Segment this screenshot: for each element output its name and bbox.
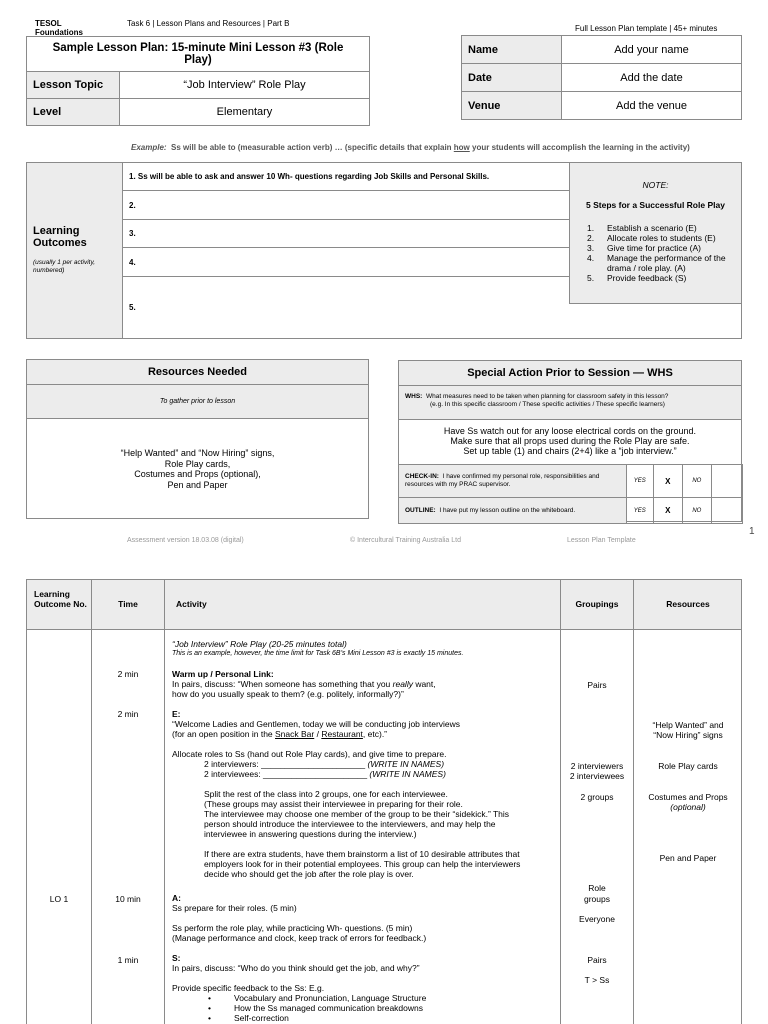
- whs-answer[interactable]: Have Ss watch out for any loose electrical cords on the ground. Make sure that all props used during the Role Play are safe. Set up table (1) and chairs (2+4) like a “job interview.”: [443, 426, 697, 456]
- footer-template: Lesson Plan Template: [567, 537, 636, 544]
- allocate-line: Allocate roles to Ss (hand out Role Play cards), and give time to prepare.: [172, 749, 447, 759]
- feedback-list: [172, 993, 558, 1023]
- whs-box: [398, 360, 742, 522]
- establish-line: (for an open position in the Snack Bar / Restaurant, etc).”: [172, 729, 388, 739]
- note-step: 2. Allocate roles to students (E): [587, 233, 716, 243]
- note-title: 5 Steps for a Successful Role Play: [586, 200, 725, 210]
- note-step: 3. Give time for practice (A): [587, 243, 701, 253]
- establish-title: E:: [172, 709, 181, 719]
- footer-copyright: © Intercultural Training Australia Ltd: [350, 537, 461, 544]
- checkin-no-checkbox[interactable]: [711, 465, 742, 498]
- whs-checklist: [398, 464, 743, 524]
- checkin-no-label: NO: [682, 465, 711, 498]
- col-header-resources: Resources: [666, 599, 710, 609]
- example-text: Ss will be able to (measurable action verb) … (specific details that explain: [171, 143, 454, 152]
- outline-yes-label: YES: [626, 498, 653, 524]
- note-step: 1. Establish a scenario (E): [587, 223, 697, 233]
- checkin-yes-label: YES: [626, 465, 653, 498]
- outline-row: OUTLINE: I have put my lesson outline on the whiteboard.: [399, 498, 627, 524]
- grouping-cell: Pairs: [587, 680, 607, 690]
- feedback-item: • Vocabulary and Pronunciation, Language Structure: [204, 993, 558, 1003]
- outline-yes-checkbox[interactable]: X: [653, 498, 682, 524]
- time-cell: 2 min: [117, 709, 139, 719]
- example-prefix: Example:: [131, 143, 167, 152]
- feedback-item: • How the Ss managed communication breakdowns: [204, 1003, 558, 1013]
- warmup-title: Warm up / Personal Link:: [172, 669, 274, 679]
- extra-paragraph: If there are extra students, have them brainstorm a list of 10 desirable attributes that employers look for in their potential employees. This group can help the interviewers decide who should get the job after the role play is over.: [204, 849, 521, 879]
- grouping-cell: Everyone: [579, 914, 615, 924]
- org-name: TESOL Foundations: [35, 19, 83, 37]
- date-field[interactable]: Add the date: [562, 64, 742, 92]
- note-box: [569, 162, 742, 304]
- action-line: (Manage performance and clock, keep track of errors for feedback.): [172, 933, 427, 943]
- example-text-end: your students will accomplish the learning in the activity): [469, 143, 690, 152]
- resource-item: Costumes and Props (optional),: [134, 469, 261, 479]
- grouping-cell: Role groups: [584, 883, 610, 904]
- details-table: [461, 35, 742, 120]
- note-step: 4. Manage the performance of the drama / role play. (A): [587, 253, 726, 273]
- template-label: Full Lesson Plan template | 45+ minutes: [575, 24, 718, 33]
- learning-outcomes-box: [26, 162, 742, 339]
- learning-outcomes-title: Learning Outcomes: [33, 225, 87, 249]
- lesson-plan-table: [26, 579, 742, 1024]
- page-number: 1: [749, 526, 755, 537]
- topic-value: “Job Interview” Role Play: [120, 72, 370, 99]
- example-how: how: [453, 143, 470, 152]
- resources-title: Resources Needed: [27, 360, 368, 385]
- resources-list: [27, 448, 368, 490]
- summary-title: S:: [172, 953, 181, 963]
- note-heading: NOTE:: [642, 180, 669, 190]
- date-label: Date: [462, 64, 562, 92]
- split-paragraph: Split the rest of the class into 2 groups, one for each interviewee. (These groups may assist their interviewee in preparing for their role. The interviewee may choose one member of the group to be their “sidekick.” This person should introduce the interviewee to the interviewers, and may help the interviewee in answering questions during the interview.): [204, 789, 510, 839]
- outline-no-checkbox[interactable]: [711, 498, 742, 524]
- page-footer: [0, 536, 768, 544]
- activity-cell: [172, 639, 558, 1023]
- resource-item: Role Play cards,: [164, 458, 231, 469]
- note-steps: [573, 223, 735, 283]
- outcome-row-3[interactable]: 3.: [123, 220, 569, 248]
- name-field[interactable]: Add your name: [562, 36, 742, 64]
- outcome-row-5[interactable]: 5.: [129, 303, 136, 312]
- footer-version: Assessment version 18.03.08 (digital): [127, 537, 244, 544]
- resource-item: Pen and Paper: [167, 479, 228, 490]
- level-label: Level: [27, 99, 120, 126]
- whs-label: WHS:: [405, 393, 423, 400]
- outcome-row-4[interactable]: 4.: [123, 248, 569, 277]
- time-cell: 1 min: [117, 955, 139, 965]
- activity-note: This is an example, however, the time limit for Task 6B’s Mini Lesson #3 is exactly 15 minutes.: [172, 650, 464, 657]
- task-label: Task 6 | Lesson Plans and Resources | Part B: [127, 19, 290, 28]
- whs-title: Special Action Prior to Session — WHS: [399, 361, 741, 386]
- action-line: Ss perform the role play, while practicing Wh- questions. (5 min): [172, 923, 413, 933]
- whs-question: [399, 386, 741, 420]
- activity-title: “Job Interview” Role Play (20-25 minutes total): [172, 639, 347, 649]
- warmup-line: how do you usually speak to them? (e.g. politely, informally?)”: [172, 689, 404, 699]
- resource-cell: Costumes and Props (optional): [648, 792, 728, 812]
- col-header-time: Time: [118, 599, 138, 609]
- venue-label: Venue: [462, 92, 562, 120]
- col-header-activity: Activity: [176, 599, 207, 609]
- note-step: 5. Provide feedback (S): [587, 273, 687, 283]
- col-header-groupings: Groupings: [575, 599, 619, 609]
- whs-question-eg: (e.g. In this specific classroom / These specific activities / These specific learners): [430, 401, 665, 408]
- resource-cell: Pen and Paper: [659, 853, 717, 863]
- outcomes-list: [123, 163, 569, 338]
- outline-no-label: NO: [682, 498, 711, 524]
- interviewees-line[interactable]: 2 interviewees: ______________________ (WRITE IN NAMES): [204, 769, 446, 779]
- topic-label: Lesson Topic: [27, 72, 120, 99]
- grouping-cell: Pairs: [587, 955, 607, 965]
- name-label: Name: [462, 36, 562, 64]
- example-line: [131, 143, 690, 152]
- resource-cell: Role Play cards: [658, 761, 718, 771]
- resources-box: [26, 359, 369, 519]
- outcome-row-1[interactable]: 1. Ss will be able to ask and answer 10 Wh- questions regarding Job Skills and Personal Skills.: [123, 163, 569, 191]
- resource-cell: “Help Wanted” and “Now Hiring” signs: [652, 720, 724, 740]
- plan-info-table: [26, 36, 370, 126]
- resources-subtitle: To gather prior to lesson: [27, 385, 368, 419]
- plan-title: Sample Lesson Plan: 15-minute Mini Lesson #3 (Role Play): [27, 37, 370, 72]
- learning-outcomes-subtitle: (usually 1 per activity, numbered): [33, 259, 96, 274]
- interviewers-line[interactable]: 2 interviewers: ______________________ (WRITE IN NAMES): [204, 759, 445, 769]
- action-line: Ss prepare for their roles. (5 min): [172, 903, 297, 913]
- whs-question-text: What measures need to be taken when planning for classroom safety in this lesson?: [425, 393, 669, 400]
- lo-cell: LO 1: [49, 894, 69, 904]
- establish-line: “Welcome Ladies and Gentlemen, today we will be conducting job interviews: [172, 719, 461, 729]
- summary-line: Provide specific feedback to the Ss: E.g.: [172, 983, 325, 993]
- feedback-item: • Self-correction: [204, 1013, 558, 1023]
- warmup-line: In pairs, discuss: “When someone has something that you really want,: [172, 679, 436, 689]
- level-value: Elementary: [120, 99, 370, 126]
- grouping-cell: 2 groups: [580, 792, 614, 802]
- checkin-row: CHECK-IN: I have confirmed my personal role, responsibilities and resources with my PRAC supervisor.: [399, 465, 627, 498]
- col-header-lo: Learning Outcome No.: [34, 589, 87, 609]
- learning-outcomes-label-cell: [27, 163, 123, 338]
- time-cell: 10 min: [115, 894, 141, 904]
- action-title: A:: [172, 893, 181, 903]
- resource-item: “Help Wanted” and “Now Hiring” signs,: [120, 448, 275, 458]
- checkin-yes-checkbox[interactable]: X: [653, 465, 682, 498]
- time-cell: 2 min: [117, 669, 139, 679]
- grouping-cell: T > Ss: [584, 975, 610, 985]
- summary-line: In pairs, discuss: “Who do you think should get the job, and why?”: [172, 963, 420, 973]
- outcome-row-2[interactable]: 2.: [123, 191, 569, 220]
- venue-field[interactable]: Add the venue: [562, 92, 742, 120]
- grouping-cell: 2 interviewers 2 interviewees: [569, 761, 625, 781]
